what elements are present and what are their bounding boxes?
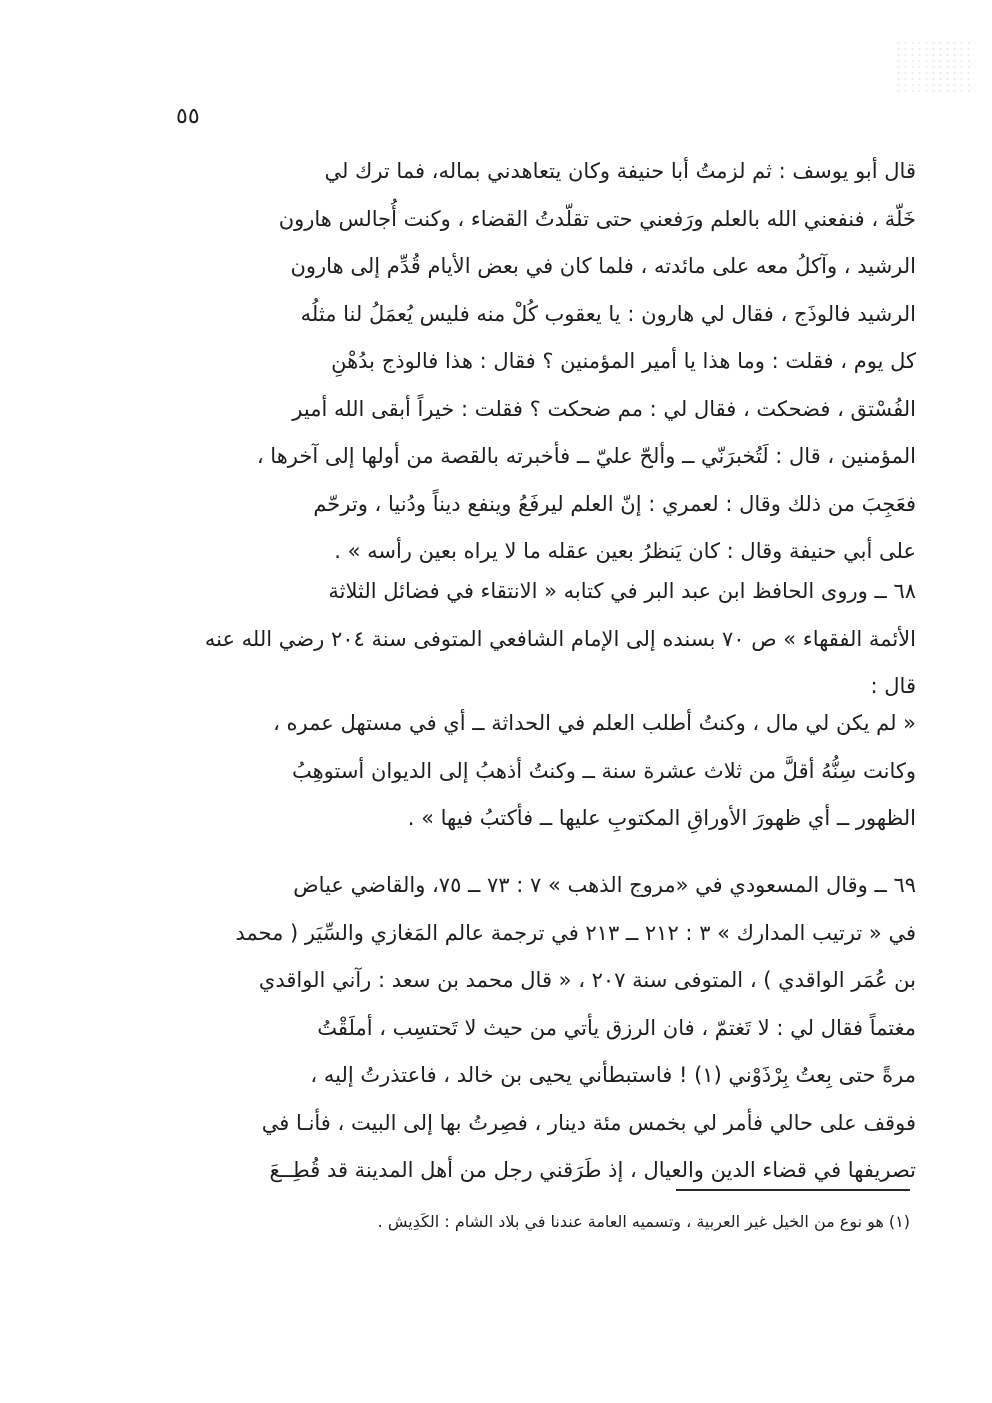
text-line: « لم يكن لي مال ، وكنتُ أطلب العلم في الحداثة ــ أي في مستهل عمره ، <box>273 711 916 735</box>
text-line: في « ترتيب المدارك » ٣ : ٢١٢ ــ ٢١٣ في ترجمة عالم المَغازي والسِّيَر ( محمد <box>235 920 916 945</box>
text-line: كل يوم ، فقلت : وما هذا يا أمير المؤمنين ؟ فقال : هذا فالوذج بدُهْنِ <box>331 349 916 373</box>
text-line: تصريفها في قضاء الدين والعيال ، إذ طَرَقني رجل من أهل المدينة قد قُطِــعَ <box>269 1158 916 1182</box>
text-line: قال أبو يوسف : ثم لزمتُ أبا حنيفة وكان يتعاهدني بماله، فما ترك لي <box>324 159 916 183</box>
footnote-divider <box>676 1189 910 1191</box>
paragraph-68 <box>178 568 916 711</box>
text-line: على أبي حنيفة وقال : كان يَنظرُ بعين عقله ما لا يراه بعين رأسه » . <box>334 539 916 563</box>
text-line: الظهور ــ أي ظهورَ الأوراقِ المكتوبِ عليها ــ فأكتبُ فيها » . <box>407 806 916 830</box>
scan-noise <box>895 40 975 95</box>
text-line: وكانت سِنُّهُ أقلَّ من ثلاث عشرة سنة ــ وكنتُ أذهبُ إلى الديوان أستوهِبُ <box>291 758 916 783</box>
page-number: ٥٥ <box>176 104 200 129</box>
text-line: ٦٩ ــ وقال المسعودي في «مروج الذهب » ٧ : ٧٣ ــ ٧٥، والقاضي عياض <box>293 873 916 897</box>
text-line: الفُسْتق ، فضحكت ، فقال لي : مم ضحكت ؟ فقلت : خيراً أبقى الله أمير <box>292 396 916 421</box>
text-line: خَلّة ، فنفعني الله بالعلم ورَفعني حتى تقلّدتُ القضاء ، وكنت أُجالس هارون <box>278 206 916 231</box>
text-line: ٦٨ ــ وروى الحافظ ابن عبد البر في كتابه « الانتقاء في فضائل الثلاثة <box>328 579 916 603</box>
text-line: الأئمة الفقهاء » ص ٧٠ بسنده إلى الإمام الشافعي المتوفى سنة ٢٠٤ رضي الله عنه <box>204 626 916 651</box>
text-line: بن عُمَر الواقدي ) ، المتوفى سنة ٢٠٧ ، « قال محمد بن سعد : رآني الواقدي <box>258 968 916 992</box>
text-line: فعَجِبَ من ذلك وقال : لعمري : إنّ العلم ليرفَعُ وينفع ديناً ودُنيا ، وترحّم <box>313 491 916 516</box>
text-line: قال : <box>870 674 916 698</box>
text-line: مغتماً فقال لي : لا تَغتمّ ، فان الرزق يأتي من حيث لا تَحتسِب ، أملَقْتُ <box>317 1015 916 1040</box>
text-line: فوقف على حالي فأمر لي بخمس مئة دينار ، فصِرتُ بها إلى البيت ، فأنـا في <box>261 1110 916 1135</box>
text-line: الرشيد ، وآكلُ معه على مائدته ، فلما كان في بعض الأيام قُدِّم إلى هارون <box>290 254 916 278</box>
text-line: مرةً حتى بِعتُ بِرْذَوْني (١) ! فاستبطأني يحيى بن خالد ، فاعتذرتُ إليه ، <box>310 1063 916 1087</box>
text-line: الرشيد فالوذَج ، فقال لي هارون : يا يعقوب كُلْ منه فليس يُعمَلُ لنا مثلُه <box>300 301 916 326</box>
footnote: (١) هو نوع من الخيل غير العربية ، وتسميه العامة عندنا في بلاد الشام : الكَدِيش . <box>377 1212 910 1231</box>
paragraph-shafii-quote <box>178 700 916 843</box>
paragraph-abu-yusuf <box>178 148 916 576</box>
paragraph-69 <box>178 862 916 1195</box>
text-line: المؤمنين ، قال : لَتُخبرَنّي ــ وألحّ عليّ ــ فأخبرته بالقصة من أولها إلى آخرها ، <box>256 444 916 468</box>
